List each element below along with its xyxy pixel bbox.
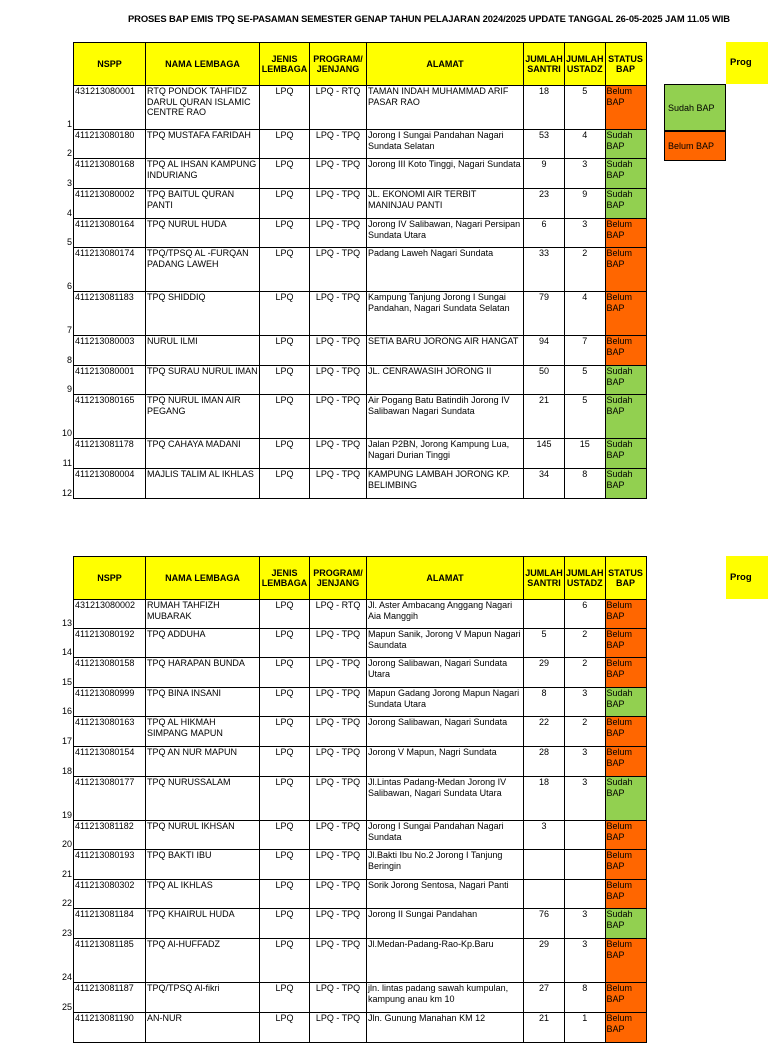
cell-nspp: 411213081190 <box>74 1013 146 1043</box>
cell-nspp: 411213081182 <box>74 821 146 850</box>
header-program-jenjang: PROGRAM/ JENJANG <box>310 43 367 86</box>
cell-jumlah-ustadz: 15 <box>565 439 606 469</box>
header-program-jenjang: PROGRAM/ JENJANG <box>310 557 367 600</box>
table-row <box>74 439 647 469</box>
cell-status-bap: Belum BAP <box>605 86 646 130</box>
cell-nama-lembaga: TPQ AL HIKMAH SIMPANG MAPUN <box>146 717 260 747</box>
row-number: 12 <box>61 487 72 498</box>
legend-sudah-bap: Sudah BAP <box>664 84 726 131</box>
row-number: 9 <box>66 383 72 394</box>
cell-nspp: 411213080164 <box>74 219 146 248</box>
cell-status-bap: Belum BAP <box>605 219 646 248</box>
cell-program-jenjang: LPQ - TPQ <box>310 395 367 439</box>
cell-nama-lembaga: TPQ NURUSSALAM <box>146 777 260 821</box>
cell-jumlah-ustadz: 5 <box>565 86 606 130</box>
cell-status-bap: Sudah BAP <box>605 439 646 469</box>
cell-program-jenjang: LPQ - TPQ <box>310 658 367 688</box>
row-number: 5 <box>66 236 72 247</box>
table-row <box>74 777 647 821</box>
cell-status-bap: Belum BAP <box>605 658 646 688</box>
row-number: 6 <box>66 280 72 291</box>
cell-nspp: 411213081183 <box>74 292 146 336</box>
cell-alamat: Jorong II Sungai Pandahan <box>367 909 524 939</box>
cell-nama-lembaga: TPQ SURAU NURUL IMAN <box>146 366 260 395</box>
bap-table-2 <box>73 556 647 1043</box>
row-number: 11 <box>62 457 72 468</box>
table-row <box>74 366 647 395</box>
cell-program-jenjang: LPQ - TPQ <box>310 248 367 292</box>
cell-program-jenjang: LPQ - TPQ <box>310 439 367 469</box>
page-title: PROSES BAP EMIS TPQ SE-PASAMAN SEMESTER GENAP TAHUN PELAJARAN 2024/2025 UPDATE TANGGAL 26-05-2025 JAM 11.05 WIB <box>128 13 730 24</box>
cell-alamat: Jorong Salibawan, Nagari Sundata <box>367 717 524 747</box>
cell-jumlah-ustadz: 4 <box>565 292 606 336</box>
cell-nama-lembaga: TPQ/TPSQ Al-fikri <box>146 983 260 1013</box>
cell-nspp: 411213080003 <box>74 336 146 366</box>
table-row <box>74 821 647 850</box>
cell-jumlah-santri <box>524 880 565 909</box>
cell-program-jenjang: LPQ - TPQ <box>310 909 367 939</box>
cell-status-bap: Belum BAP <box>605 248 646 292</box>
cell-alamat: KAMPUNG LAMBAH JORONG KP. BELIMBING <box>367 469 524 499</box>
cell-jenis-lembaga: LPQ <box>260 850 310 880</box>
cell-nspp: 431213080001 <box>74 86 146 130</box>
cell-alamat: Jorong III Koto Tinggi, Nagari Sundata <box>367 159 524 189</box>
header-jumlah-santri: JUMLAH SANTRI <box>524 43 565 86</box>
cell-nspp: 411213080192 <box>74 629 146 658</box>
cell-alamat: SETIA BARU JORONG AIR HANGAT <box>367 336 524 366</box>
header-status-bap: STATUS BAP <box>605 557 646 600</box>
table-row <box>74 850 647 880</box>
cell-nspp: 411213080154 <box>74 747 146 777</box>
cell-nspp: 431213080002 <box>74 600 146 629</box>
cell-nama-lembaga: TPQ MUSTAFA FARIDAH <box>146 130 260 159</box>
row-number: 3 <box>66 177 72 188</box>
row-number: 4 <box>66 207 72 218</box>
cell-program-jenjang: LPQ - TPQ <box>310 688 367 717</box>
cell-jumlah-ustadz: 3 <box>565 747 606 777</box>
cell-jenis-lembaga: LPQ <box>260 336 310 366</box>
cell-nama-lembaga: NURUL ILMI <box>146 336 260 366</box>
cell-jumlah-ustadz: 5 <box>565 366 606 395</box>
cell-nspp: 411213080177 <box>74 777 146 821</box>
cell-status-bap: Belum BAP <box>605 850 646 880</box>
table-row <box>74 248 647 292</box>
row-number: 23 <box>61 927 72 938</box>
cell-jumlah-santri: 18 <box>524 777 565 821</box>
table-row <box>74 717 647 747</box>
table-row <box>74 159 647 189</box>
cell-nspp: 411213080158 <box>74 658 146 688</box>
legend-belum-bap: Belum BAP <box>664 131 726 161</box>
cell-jumlah-ustadz: 3 <box>565 777 606 821</box>
cell-nspp: 411213081187 <box>74 983 146 1013</box>
cell-jumlah-ustadz: 3 <box>565 159 606 189</box>
cell-program-jenjang: LPQ - TPQ <box>310 469 367 499</box>
header-nama-lembaga: NAMA LEMBAGA <box>146 557 260 600</box>
header-alamat: ALAMAT <box>367 557 524 600</box>
cell-jumlah-ustadz: 2 <box>565 717 606 747</box>
table-row <box>74 469 647 499</box>
cell-program-jenjang: LPQ - TPQ <box>310 880 367 909</box>
cell-status-bap: Belum BAP <box>605 983 646 1013</box>
header-status-bap: STATUS BAP <box>605 43 646 86</box>
cell-jenis-lembaga: LPQ <box>260 983 310 1013</box>
cell-nama-lembaga: TPQ/TPSQ AL -FURQAN PADANG LAWEH <box>146 248 260 292</box>
cell-jumlah-santri <box>524 850 565 880</box>
cell-jumlah-santri: 23 <box>524 189 565 219</box>
header-alamat: ALAMAT <box>367 43 524 86</box>
cell-jumlah-santri: 28 <box>524 747 565 777</box>
cell-nama-lembaga: TPQ BAITUL QURAN PANTI <box>146 189 260 219</box>
cell-nama-lembaga: TPQ NURUL HUDA <box>146 219 260 248</box>
cell-program-jenjang: LPQ - TPQ <box>310 850 367 880</box>
cell-jumlah-santri: 9 <box>524 159 565 189</box>
cell-jenis-lembaga: LPQ <box>260 658 310 688</box>
legend-header: Prog <box>726 42 768 84</box>
cell-nspp: 411213080999 <box>74 688 146 717</box>
cell-program-jenjang: LPQ - TPQ <box>310 629 367 658</box>
cell-program-jenjang: LPQ - TPQ <box>310 983 367 1013</box>
cell-nspp: 411213080165 <box>74 395 146 439</box>
row-number: 14 <box>61 646 72 657</box>
cell-nspp: 411213080002 <box>74 189 146 219</box>
row-number: 8 <box>66 354 72 365</box>
cell-alamat: jln. lintas padang sawah kumpulan, kampung anau km 10 <box>367 983 524 1013</box>
cell-nama-lembaga: TPQ AL IHSAN KAMPUNG INDURIANG <box>146 159 260 189</box>
cell-program-jenjang: LPQ - TPQ <box>310 366 367 395</box>
cell-status-bap: Belum BAP <box>605 939 646 983</box>
cell-jumlah-ustadz: 3 <box>565 939 606 983</box>
cell-nspp: 411213080174 <box>74 248 146 292</box>
cell-jumlah-santri: 34 <box>524 469 565 499</box>
row-number: 19 <box>61 809 72 820</box>
row-number: 13 <box>61 617 72 628</box>
cell-jumlah-ustadz: 3 <box>565 909 606 939</box>
table-row <box>74 600 647 629</box>
cell-nspp: 411213081184 <box>74 909 146 939</box>
cell-jumlah-santri: 33 <box>524 248 565 292</box>
cell-jenis-lembaga: LPQ <box>260 880 310 909</box>
cell-jumlah-santri: 5 <box>524 629 565 658</box>
cell-jenis-lembaga: LPQ <box>260 939 310 983</box>
header-nspp: NSPP <box>74 43 146 86</box>
cell-nspp: 411213080193 <box>74 850 146 880</box>
cell-jumlah-ustadz <box>565 880 606 909</box>
table-row <box>74 86 647 130</box>
cell-status-bap: Belum BAP <box>605 717 646 747</box>
row-number: 2 <box>66 147 72 158</box>
cell-nspp: 411213081178 <box>74 439 146 469</box>
cell-status-bap: Sudah BAP <box>605 130 646 159</box>
cell-jumlah-santri: 29 <box>524 658 565 688</box>
cell-jumlah-ustadz: 8 <box>565 983 606 1013</box>
cell-jumlah-ustadz: 2 <box>565 248 606 292</box>
cell-program-jenjang: LPQ - TPQ <box>310 1013 367 1043</box>
row-number: 21 <box>61 868 72 879</box>
table-row <box>74 1013 647 1043</box>
row-number: 17 <box>61 735 72 746</box>
row-number: 15 <box>61 676 72 687</box>
cell-alamat: Jalan P2BN, Jorong Kampung Lua, Nagari Durian Tinggi <box>367 439 524 469</box>
cell-jumlah-santri: 79 <box>524 292 565 336</box>
cell-nama-lembaga: TPQ HARAPAN BUNDA <box>146 658 260 688</box>
cell-jenis-lembaga: LPQ <box>260 395 310 439</box>
cell-jumlah-ustadz <box>565 850 606 880</box>
table-row <box>74 336 647 366</box>
cell-program-jenjang: LPQ - TPQ <box>310 939 367 983</box>
header-nama-lembaga: NAMA LEMBAGA <box>146 43 260 86</box>
cell-jenis-lembaga: LPQ <box>260 821 310 850</box>
cell-nama-lembaga: RUMAH TAHFIZH MUBARAK <box>146 600 260 629</box>
cell-status-bap: Sudah BAP <box>605 688 646 717</box>
cell-alamat: Jorong V Mapun, Nagri Sundata <box>367 747 524 777</box>
cell-alamat: TAMAN INDAH MUHAMMAD ARIF PASAR RAO <box>367 86 524 130</box>
cell-status-bap: Belum BAP <box>605 747 646 777</box>
cell-jenis-lembaga: LPQ <box>260 130 310 159</box>
row-number: 25 <box>61 1001 72 1012</box>
cell-status-bap: Sudah BAP <box>605 366 646 395</box>
cell-jenis-lembaga: LPQ <box>260 159 310 189</box>
cell-jenis-lembaga: LPQ <box>260 469 310 499</box>
cell-jumlah-ustadz: 3 <box>565 688 606 717</box>
cell-nama-lembaga: TPQ KHAIRUL HUDA <box>146 909 260 939</box>
table-row <box>74 909 647 939</box>
cell-alamat: JL. EKONOMI AIR TERBIT MANINJAU PANTI <box>367 189 524 219</box>
cell-jumlah-santri <box>524 600 565 629</box>
cell-jumlah-santri: 21 <box>524 1013 565 1043</box>
cell-alamat: Sorik Jorong Sentosa, Nagari Panti <box>367 880 524 909</box>
cell-jumlah-ustadz: 8 <box>565 469 606 499</box>
cell-nama-lembaga: TPQ Al-HUFFADZ <box>146 939 260 983</box>
row-number: 24 <box>61 971 72 982</box>
cell-alamat: Padang Laweh Nagari Sundata <box>367 248 524 292</box>
cell-jumlah-ustadz <box>565 821 606 850</box>
header-jenis-lembaga: JENIS LEMBAGA <box>260 43 310 86</box>
cell-jumlah-santri: 53 <box>524 130 565 159</box>
cell-alamat: JL. CENRAWASIH JORONG II <box>367 366 524 395</box>
cell-jumlah-ustadz: 5 <box>565 395 606 439</box>
cell-program-jenjang: LPQ - RTQ <box>310 600 367 629</box>
row-number: 16 <box>61 705 72 716</box>
cell-jumlah-santri: 3 <box>524 821 565 850</box>
cell-status-bap: Belum BAP <box>605 600 646 629</box>
cell-nama-lembaga: TPQ BINA INSANI <box>146 688 260 717</box>
cell-jenis-lembaga: LPQ <box>260 747 310 777</box>
table-row <box>74 395 647 439</box>
table-row <box>74 292 647 336</box>
cell-program-jenjang: LPQ - TPQ <box>310 189 367 219</box>
bap-table-1 <box>73 42 647 499</box>
row-number: 18 <box>61 765 72 776</box>
cell-program-jenjang: LPQ - RTQ <box>310 86 367 130</box>
cell-alamat: Air Pogang Batu Batindih Jorong IV Salibawan Nagari Sundata <box>367 395 524 439</box>
cell-status-bap: Belum BAP <box>605 629 646 658</box>
cell-status-bap: Belum BAP <box>605 821 646 850</box>
row-number: 1 <box>66 118 72 129</box>
cell-alamat: Mapun Gadang Jorong Mapun Nagari Sundata Utara <box>367 688 524 717</box>
cell-jumlah-ustadz: 9 <box>565 189 606 219</box>
cell-program-jenjang: LPQ - TPQ <box>310 777 367 821</box>
cell-status-bap: Belum BAP <box>605 336 646 366</box>
cell-jumlah-ustadz: 2 <box>565 658 606 688</box>
table-row <box>74 939 647 983</box>
cell-alamat: Jl.Lintas Padang-Medan Jorong IV Salibawan, Nagari Sundata Utara <box>367 777 524 821</box>
cell-nama-lembaga: TPQ ADDUHA <box>146 629 260 658</box>
cell-jumlah-ustadz: 3 <box>565 219 606 248</box>
cell-program-jenjang: LPQ - TPQ <box>310 159 367 189</box>
cell-jenis-lembaga: LPQ <box>260 292 310 336</box>
table-row <box>74 880 647 909</box>
cell-jumlah-santri: 76 <box>524 909 565 939</box>
table-row <box>74 219 647 248</box>
cell-nama-lembaga: TPQ BAKTI IBU <box>146 850 260 880</box>
cell-status-bap: Sudah BAP <box>605 395 646 439</box>
cell-program-jenjang: LPQ - TPQ <box>310 130 367 159</box>
cell-jenis-lembaga: LPQ <box>260 439 310 469</box>
cell-jumlah-santri: 27 <box>524 983 565 1013</box>
cell-jenis-lembaga: LPQ <box>260 189 310 219</box>
cell-nama-lembaga: TPQ NURUL IKHSAN <box>146 821 260 850</box>
cell-program-jenjang: LPQ - TPQ <box>310 717 367 747</box>
cell-nama-lembaga: TPQ NURUL IMAN AIR PEGANG <box>146 395 260 439</box>
row-number: 7 <box>66 324 72 335</box>
cell-jenis-lembaga: LPQ <box>260 366 310 395</box>
cell-status-bap: Sudah BAP <box>605 159 646 189</box>
cell-jumlah-santri: 50 <box>524 366 565 395</box>
cell-alamat: Jl.Medan-Padang-Rao-Kp.Baru <box>367 939 524 983</box>
cell-alamat: Mapun Sanik, Jorong V Mapun Nagari Saundata <box>367 629 524 658</box>
cell-jumlah-ustadz: 6 <box>565 600 606 629</box>
header-jumlah-ustadz: JUMLAH USTADZ <box>565 557 606 600</box>
header-nspp: NSPP <box>74 557 146 600</box>
cell-program-jenjang: LPQ - TPQ <box>310 219 367 248</box>
cell-jumlah-santri: 145 <box>524 439 565 469</box>
cell-status-bap: Sudah BAP <box>605 909 646 939</box>
cell-jumlah-ustadz: 4 <box>565 130 606 159</box>
cell-jenis-lembaga: LPQ <box>260 688 310 717</box>
legend-header: Prog <box>726 556 768 599</box>
cell-nama-lembaga: MAJLIS TALIM AL IKHLAS <box>146 469 260 499</box>
cell-nama-lembaga: RTQ PONDOK TAHFIDZ DARUL QURAN ISLAMIC CENTRE RAO <box>146 86 260 130</box>
table-row <box>74 130 647 159</box>
cell-jenis-lembaga: LPQ <box>260 777 310 821</box>
cell-nama-lembaga: TPQ CAHAYA MADANI <box>146 439 260 469</box>
cell-jenis-lembaga: LPQ <box>260 629 310 658</box>
cell-program-jenjang: LPQ - TPQ <box>310 821 367 850</box>
cell-jumlah-santri: 94 <box>524 336 565 366</box>
cell-jenis-lembaga: LPQ <box>260 219 310 248</box>
row-number: 10 <box>61 427 72 438</box>
cell-alamat: Jorong Salibawan, Nagari Sundata Utara <box>367 658 524 688</box>
row-number: 22 <box>61 897 72 908</box>
cell-jenis-lembaga: LPQ <box>260 1013 310 1043</box>
cell-jumlah-santri: 29 <box>524 939 565 983</box>
cell-jenis-lembaga: LPQ <box>260 86 310 130</box>
cell-jenis-lembaga: LPQ <box>260 248 310 292</box>
cell-program-jenjang: LPQ - TPQ <box>310 747 367 777</box>
cell-status-bap: Sudah BAP <box>605 189 646 219</box>
cell-program-jenjang: LPQ - TPQ <box>310 292 367 336</box>
cell-nama-lembaga: AN-NUR <box>146 1013 260 1043</box>
cell-alamat: Jorong I Sungai Pandahan Nagari Sundata <box>367 821 524 850</box>
cell-status-bap: Belum BAP <box>605 292 646 336</box>
cell-jumlah-santri: 18 <box>524 86 565 130</box>
cell-alamat: Jln. Gunung Manahan KM 12 <box>367 1013 524 1043</box>
table-row <box>74 688 647 717</box>
cell-jumlah-santri: 8 <box>524 688 565 717</box>
cell-program-jenjang: LPQ - TPQ <box>310 336 367 366</box>
cell-nama-lembaga: TPQ AN NUR MAPUN <box>146 747 260 777</box>
cell-nspp: 411213080163 <box>74 717 146 747</box>
cell-status-bap: Sudah BAP <box>605 469 646 499</box>
cell-jumlah-santri: 21 <box>524 395 565 439</box>
cell-alamat: Kampung Tanjung Jorong I Sungai Pandahan, Nagari Sundata Selatan <box>367 292 524 336</box>
cell-jenis-lembaga: LPQ <box>260 717 310 747</box>
cell-status-bap: Sudah BAP <box>605 777 646 821</box>
cell-jenis-lembaga: LPQ <box>260 600 310 629</box>
cell-nspp: 411213080168 <box>74 159 146 189</box>
cell-jumlah-santri: 6 <box>524 219 565 248</box>
cell-jenis-lembaga: LPQ <box>260 909 310 939</box>
cell-status-bap: Belum BAP <box>605 880 646 909</box>
cell-nspp: 411213080302 <box>74 880 146 909</box>
header-jenis-lembaga: JENIS LEMBAGA <box>260 557 310 600</box>
cell-status-bap: Belum BAP <box>605 1013 646 1043</box>
header-jumlah-santri: JUMLAH SANTRI <box>524 557 565 600</box>
cell-nspp: 411213080001 <box>74 366 146 395</box>
table-row <box>74 658 647 688</box>
cell-nspp: 411213080004 <box>74 469 146 499</box>
cell-nspp: 411213080180 <box>74 130 146 159</box>
cell-nama-lembaga: TPQ AL IKHLAS <box>146 880 260 909</box>
cell-jumlah-ustadz: 7 <box>565 336 606 366</box>
cell-alamat: Jl.Bakti Ibu No.2 Jorong I Tanjung Beringin <box>367 850 524 880</box>
cell-alamat: Jorong IV Salibawan, Nagari Persipan Sundata Utara <box>367 219 524 248</box>
cell-jumlah-ustadz: 2 <box>565 629 606 658</box>
cell-nspp: 411213081185 <box>74 939 146 983</box>
cell-nama-lembaga: TPQ SHIDDIQ <box>146 292 260 336</box>
table-row <box>74 629 647 658</box>
row-number: 20 <box>61 838 72 849</box>
cell-alamat: Jl. Aster Ambacang Anggang Nagari Aia Manggih <box>367 600 524 629</box>
cell-jumlah-santri: 22 <box>524 717 565 747</box>
table-row <box>74 747 647 777</box>
table-row <box>74 189 647 219</box>
cell-jumlah-ustadz: 1 <box>565 1013 606 1043</box>
table-row <box>74 983 647 1013</box>
cell-alamat: Jorong I Sungai Pandahan Nagari Sundata Selatan <box>367 130 524 159</box>
header-jumlah-ustadz: JUMLAH USTADZ <box>565 43 606 86</box>
